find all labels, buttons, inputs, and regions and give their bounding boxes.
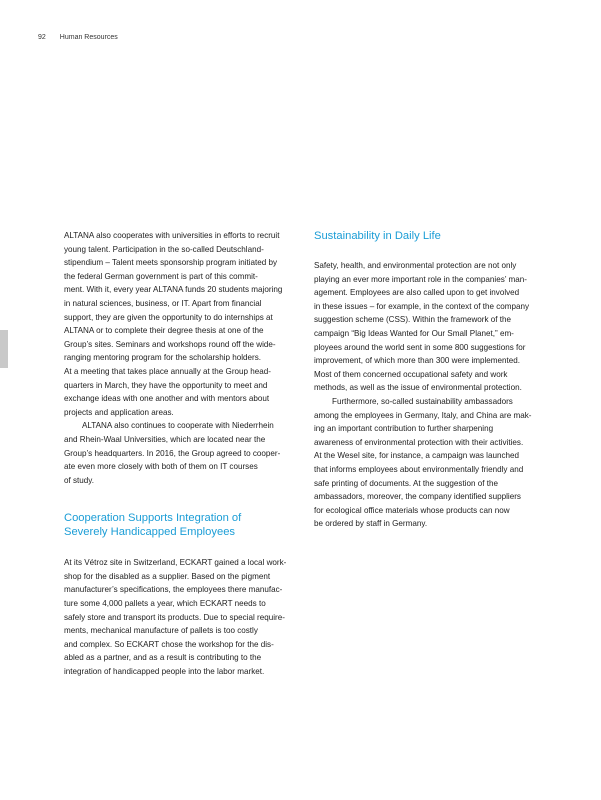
side-tab-marker — [0, 330, 8, 368]
paragraph-university-cooperation: ALTANA also cooperates with universities in efforts to recruit young talent. Participation in the so-called Deutschland- stipendium – Talent meets sponsorship program initiated by the federal German government is part of this commit- ment. With it, every year ALTANA funds 20 students majoring in natural sciences, business, or IT. Apart from financial support, they are given the opportunity to do internships at ALTANA or to complete their degree thesis at one of the Group’s sites. Seminars and workshops round off the wide- ranging mentoring program for the scholarship holders. At a meeting that takes place annually at the Group head- quarters in March, they have the opportunity to meet and exchange ideas with one another and with mentors about projects and application areas. — [64, 231, 283, 417]
right-column — [314, 229, 552, 531]
paragraph-vetroz-workshop: At its Vétroz site in Switzerland, ECKART gained a local work- shop for the disabled as a supplier. Based on the pigment manufacturer’s specifications, the employees there manufac- ture some 4,000 pallets a year, which ECKART needs to safely store and transport its products. Due to special require- ments, mechanical manufacture of pallets is too costly and complex. So ECKART chose the workshop for the dis- abled as a partner, and as a result is contributing to the integration of handicapped people into the labor market. — [64, 558, 287, 677]
paragraph-niederrhein-cooperation: ALTANA also continues to cooperate with Niederrhein and Rhein-Waal Universities, which are located near the Group’s headquarters. In 2016, the Group agreed to cooper- ate even more closely with both of them on IT courses of study. — [64, 421, 281, 485]
paragraph-suggestion-scheme: Safety, health, and environmental protection are not only playing an ever more important role in the companies’ man- agement. Employees are also called upon to get involved in these issues – for example, in the context of the company suggestion scheme (CSS). Within the framework of the campaign “Big Ideas Wanted for Our Small Planet,” em- ployees around the world sent in some 800 suggestions for improvement, of which more than 300 were implemented. Most of them concerned occupational safety and work methods, as well as the issue of environmental protection. — [314, 261, 530, 393]
page-number: 92 — [38, 34, 46, 41]
paragraph-sustainability-ambassadors: Furthermore, so-called sustainability ambassadors among the employees in Germany, Italy, and China are mak- ing an important contribution to further sharpening awareness of environmental protection with their activities. At the Wesel site, for instance, a campaign was launched that informs employees about environmentally friendly and safe printing of documents. At the suggestion of the ambassadors, moreover, the company identified suppliers for ecological office materials whose products can now be ordered by staff in Germany. — [314, 396, 532, 529]
section-title: Human Resources — [59, 34, 118, 41]
section-heading-sustainability: Sustainability in Daily Life — [314, 230, 441, 242]
left-column — [64, 229, 302, 679]
section-heading-integration: Cooperation Supports Integration of Severely Handicapped Employees — [64, 512, 242, 539]
page-header — [38, 34, 118, 41]
